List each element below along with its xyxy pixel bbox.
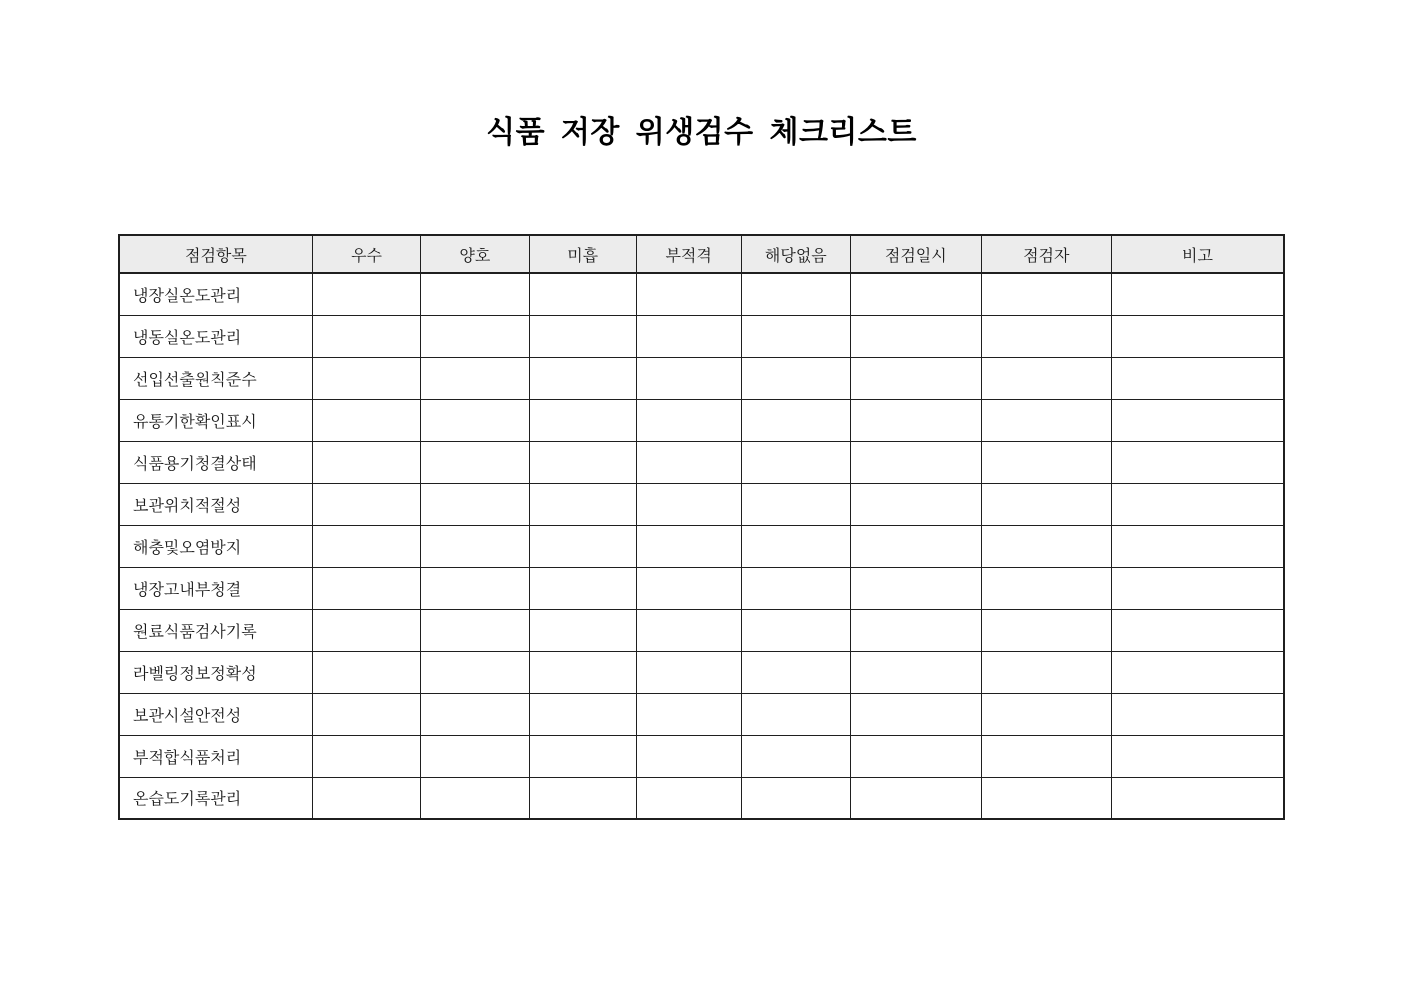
cell-na xyxy=(741,525,851,567)
cell-na xyxy=(741,651,851,693)
row-label: 원료식품검사기록 xyxy=(119,609,312,651)
cell-good xyxy=(421,567,529,609)
cell-fail xyxy=(636,693,741,735)
cell-excellent xyxy=(312,651,420,693)
cell-date xyxy=(851,735,981,777)
cell-fail xyxy=(636,609,741,651)
cell-good xyxy=(421,777,529,819)
cell-fail xyxy=(636,441,741,483)
cell-good xyxy=(421,693,529,735)
table-row xyxy=(119,693,1284,735)
cell-excellent xyxy=(312,609,420,651)
cell-inspector xyxy=(981,567,1111,609)
cell-na xyxy=(741,567,851,609)
cell-excellent xyxy=(312,693,420,735)
cell-good xyxy=(421,315,529,357)
cell-good xyxy=(421,735,529,777)
cell-na xyxy=(741,357,851,399)
cell-fail xyxy=(636,357,741,399)
cell-inspector xyxy=(981,483,1111,525)
cell-remarks xyxy=(1112,315,1284,357)
cell-na xyxy=(741,609,851,651)
cell-good xyxy=(421,399,529,441)
cell-na xyxy=(741,399,851,441)
column-header-date: 점검일시 xyxy=(851,235,981,273)
cell-excellent xyxy=(312,735,420,777)
cell-inspector xyxy=(981,525,1111,567)
cell-good xyxy=(421,609,529,651)
cell-inspector xyxy=(981,441,1111,483)
cell-poor xyxy=(529,441,636,483)
cell-poor xyxy=(529,567,636,609)
cell-remarks xyxy=(1112,777,1284,819)
cell-poor xyxy=(529,357,636,399)
cell-inspector xyxy=(981,651,1111,693)
cell-good xyxy=(421,525,529,567)
cell-poor xyxy=(529,315,636,357)
row-label: 부적합식품처리 xyxy=(119,735,312,777)
cell-fail xyxy=(636,315,741,357)
cell-date xyxy=(851,273,981,315)
cell-inspector xyxy=(981,693,1111,735)
row-label: 보관시설안전성 xyxy=(119,693,312,735)
cell-inspector xyxy=(981,735,1111,777)
cell-remarks xyxy=(1112,273,1284,315)
cell-remarks xyxy=(1112,609,1284,651)
cell-excellent xyxy=(312,273,420,315)
column-header-good: 양호 xyxy=(421,235,529,273)
cell-date xyxy=(851,651,981,693)
cell-poor xyxy=(529,777,636,819)
row-label: 라벨링정보정확성 xyxy=(119,651,312,693)
row-label: 보관위치적절성 xyxy=(119,483,312,525)
cell-date xyxy=(851,483,981,525)
cell-excellent xyxy=(312,525,420,567)
cell-remarks xyxy=(1112,525,1284,567)
cell-good xyxy=(421,441,529,483)
cell-good xyxy=(421,651,529,693)
cell-remarks xyxy=(1112,357,1284,399)
row-label: 유통기한확인표시 xyxy=(119,399,312,441)
cell-inspector xyxy=(981,609,1111,651)
row-label: 해충및오염방지 xyxy=(119,525,312,567)
table-row xyxy=(119,735,1284,777)
column-header-excellent: 우수 xyxy=(312,235,420,273)
cell-remarks xyxy=(1112,483,1284,525)
table-row xyxy=(119,441,1284,483)
table-row xyxy=(119,567,1284,609)
cell-poor xyxy=(529,609,636,651)
column-header-item: 점검항목 xyxy=(119,235,312,273)
cell-date xyxy=(851,567,981,609)
column-header-remarks: 비고 xyxy=(1112,235,1284,273)
cell-na xyxy=(741,273,851,315)
cell-date xyxy=(851,609,981,651)
cell-date xyxy=(851,399,981,441)
cell-date xyxy=(851,777,981,819)
table-row xyxy=(119,525,1284,567)
cell-poor xyxy=(529,273,636,315)
cell-remarks xyxy=(1112,693,1284,735)
table-row xyxy=(119,357,1284,399)
cell-fail xyxy=(636,525,741,567)
cell-excellent xyxy=(312,399,420,441)
cell-fail xyxy=(636,399,741,441)
row-label: 냉장고내부청결 xyxy=(119,567,312,609)
row-label: 식품용기청결상태 xyxy=(119,441,312,483)
cell-poor xyxy=(529,483,636,525)
cell-remarks xyxy=(1112,567,1284,609)
table-row xyxy=(119,651,1284,693)
table-row xyxy=(119,777,1284,819)
cell-na xyxy=(741,315,851,357)
cell-na xyxy=(741,735,851,777)
cell-poor xyxy=(529,693,636,735)
cell-poor xyxy=(529,735,636,777)
cell-inspector xyxy=(981,777,1111,819)
cell-na xyxy=(741,777,851,819)
column-header-na: 해당없음 xyxy=(741,235,851,273)
table-row xyxy=(119,483,1284,525)
cell-good xyxy=(421,357,529,399)
cell-na xyxy=(741,483,851,525)
cell-poor xyxy=(529,399,636,441)
column-header-fail: 부적격 xyxy=(636,235,741,273)
cell-remarks xyxy=(1112,399,1284,441)
checklist-table xyxy=(118,234,1285,820)
cell-excellent xyxy=(312,441,420,483)
cell-date xyxy=(851,441,981,483)
page-title: 식품 저장 위생검수 체크리스트 xyxy=(486,116,917,149)
cell-na xyxy=(741,441,851,483)
cell-excellent xyxy=(312,483,420,525)
cell-inspector xyxy=(981,399,1111,441)
cell-poor xyxy=(529,651,636,693)
cell-date xyxy=(851,357,981,399)
row-label: 선입선출원칙준수 xyxy=(119,357,312,399)
table-row xyxy=(119,273,1284,315)
cell-excellent xyxy=(312,315,420,357)
cell-fail xyxy=(636,567,741,609)
row-label: 냉동실온도관리 xyxy=(119,315,312,357)
cell-remarks xyxy=(1112,651,1284,693)
cell-fail xyxy=(636,777,741,819)
header-row xyxy=(119,235,1284,273)
cell-fail xyxy=(636,735,741,777)
column-header-poor: 미흡 xyxy=(529,235,636,273)
row-label: 온습도기록관리 xyxy=(119,777,312,819)
cell-poor xyxy=(529,525,636,567)
cell-excellent xyxy=(312,567,420,609)
cell-good xyxy=(421,483,529,525)
cell-inspector xyxy=(981,357,1111,399)
cell-inspector xyxy=(981,273,1111,315)
cell-fail xyxy=(636,483,741,525)
cell-na xyxy=(741,693,851,735)
cell-good xyxy=(421,273,529,315)
cell-excellent xyxy=(312,357,420,399)
cell-inspector xyxy=(981,315,1111,357)
table-row xyxy=(119,315,1284,357)
cell-fail xyxy=(636,273,741,315)
table-row xyxy=(119,399,1284,441)
table-row xyxy=(119,609,1284,651)
cell-remarks xyxy=(1112,441,1284,483)
cell-fail xyxy=(636,651,741,693)
cell-excellent xyxy=(312,777,420,819)
column-header-inspector: 점검자 xyxy=(981,235,1111,273)
cell-remarks xyxy=(1112,735,1284,777)
cell-date xyxy=(851,315,981,357)
row-label: 냉장실온도관리 xyxy=(119,273,312,315)
cell-date xyxy=(851,693,981,735)
cell-date xyxy=(851,525,981,567)
